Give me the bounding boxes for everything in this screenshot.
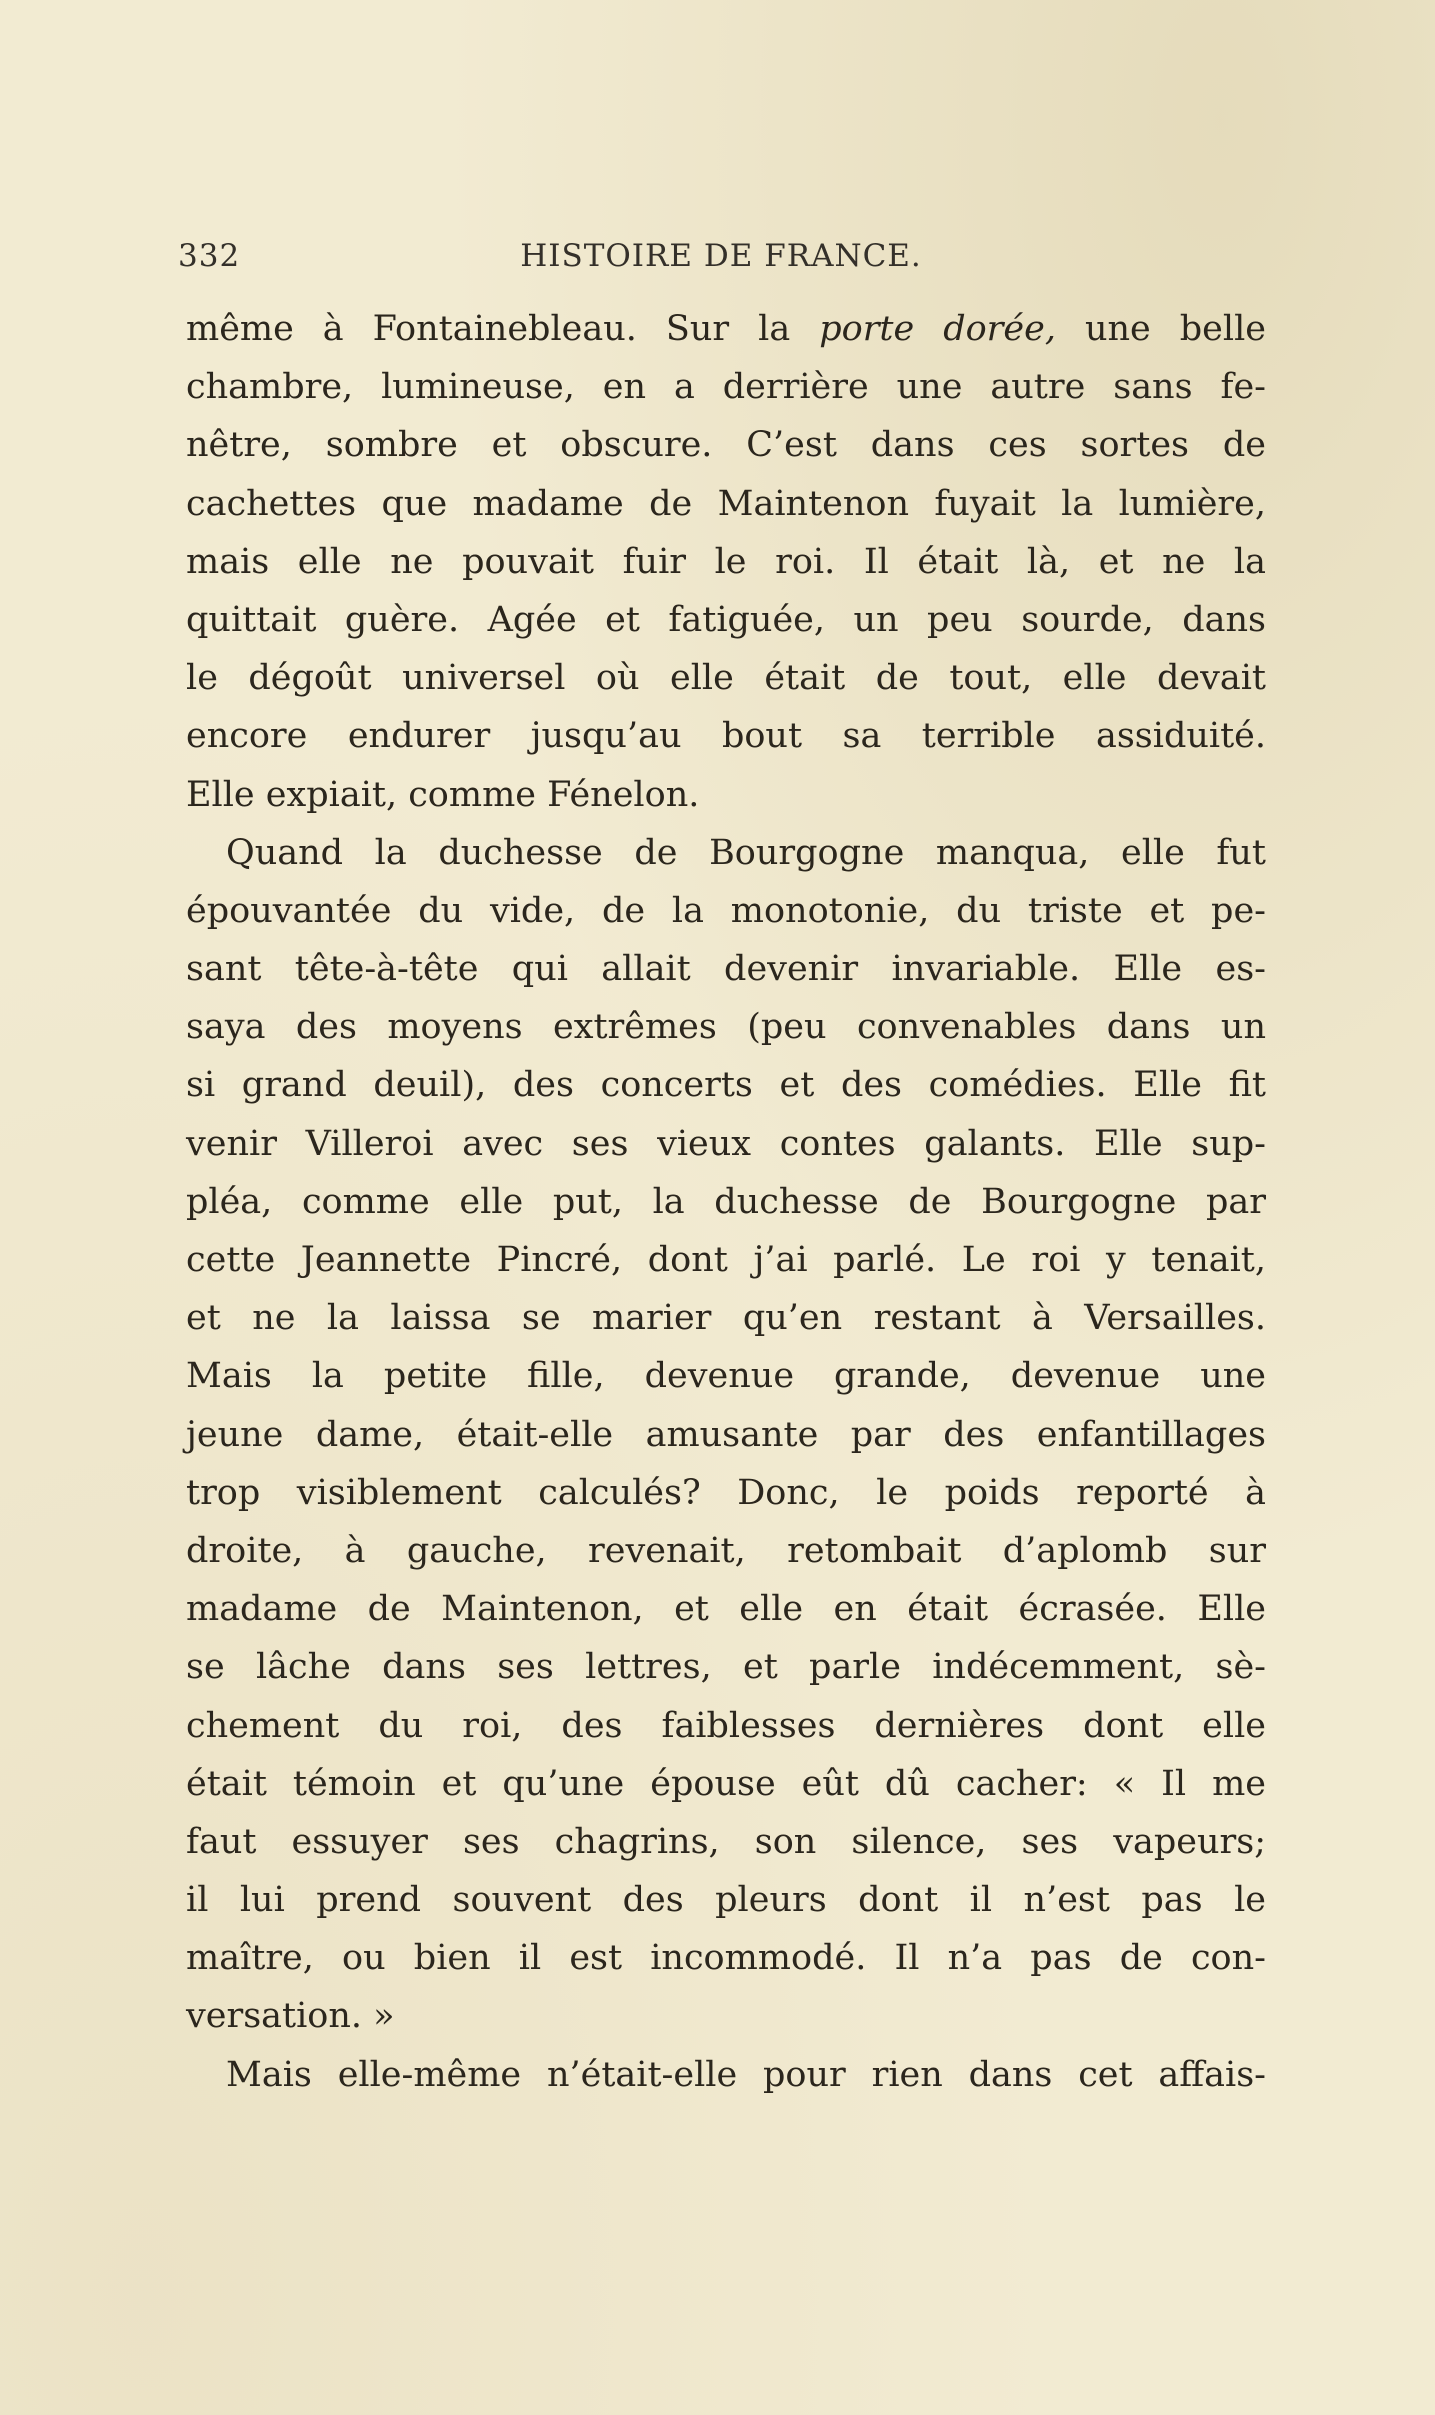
text-line: le dégoût universel où elle était de tout, elle devait: [186, 658, 1266, 699]
text-line: et ne la laissa se marier qu’en restant à Versailles.: [186, 1298, 1266, 1339]
text-line: maître, ou bien il est incommodé. Il n’a pas de con-: [186, 1938, 1266, 1979]
text-line: se lâche dans ses lettres, et parle indécemment, sè-: [186, 1647, 1266, 1688]
running-title: HISTOIRE DE FRANCE.: [520, 238, 922, 274]
page-number: 332: [178, 238, 241, 274]
text-line: nêtre, sombre et obscure. C’est dans ces sortes de: [186, 425, 1266, 466]
text-line: versation. »: [186, 1996, 395, 2037]
body-text: [186, 300, 1266, 2104]
text-line: était témoin et qu’une épouse eût dû cacher: « Il me: [186, 1763, 1266, 1804]
text-segment: une belle: [1055, 309, 1266, 349]
text-line: Mais la petite fille, devenue grande, devenue une: [186, 1356, 1266, 1397]
text-line: cette Jeannette Pincré, dont j’ai parlé. Le roi y tenait,: [186, 1240, 1266, 1280]
text-line: encore endurer jusqu’au bout sa terrible assiduité.: [186, 716, 1266, 757]
text-line: chambre, lumineuse, en a derrière une autre sans fe-: [186, 367, 1266, 408]
text-line: il lui prend souvent des pleurs dont il n’est pas le: [186, 1880, 1266, 1921]
text-line: droite, à gauche, revenait, retombait d’aplomb sur: [186, 1530, 1266, 1571]
text-line: venir Villeroi avec ses vieux contes galants. Elle sup-: [186, 1123, 1266, 1164]
text-line: quittait guère. Agée et fatiguée, un peu sourde, dans: [186, 599, 1266, 640]
text-line: mais elle ne pouvait fuir le roi. Il était là, et ne la: [186, 541, 1266, 582]
text-line: si grand deuil), des concerts et des comédies. Elle fit: [186, 1065, 1266, 1106]
text-line: épouvantée du vide, de la monotonie, du triste et pe-: [186, 890, 1266, 931]
text-line: pléa, comme elle put, la duchesse de Bourgogne par: [186, 1181, 1266, 1222]
text-segment: même à Fontainebleau. Sur la: [186, 309, 820, 349]
text-line: madame de Maintenon, et elle en était écrasée. Elle: [186, 1589, 1266, 1630]
text-line: chement du roi, des faiblesses dernières dont elle: [186, 1705, 1266, 1746]
paragraph-first-line: Quand la duchesse de Bourgogne manqua, elle fut: [226, 832, 1266, 873]
page-header: [178, 238, 1264, 278]
text-line: saya des moyens extrêmes (peu convenables dans un: [186, 1007, 1266, 1048]
text-line: faut essuyer ses chagrins, son silence, ses vapeurs;: [186, 1821, 1266, 1862]
text-line: Elle expiait, comme Fénelon.: [186, 774, 700, 815]
text-line: cachettes que madame de Maintenon fuyait la lumière,: [186, 483, 1266, 524]
text-line: [186, 300, 1266, 358]
paragraph-first-line: Mais elle-même n’était-elle pour rien dans cet affais-: [226, 2054, 1266, 2095]
text-line: sant tête-à-tête qui allait devenir invariable. Elle es-: [186, 949, 1266, 990]
emphasized-phrase: porte dorée,: [819, 309, 1056, 349]
text-line: jeune dame, était-elle amusante par des enfantillages: [186, 1414, 1266, 1455]
text-line: trop visiblement calculés? Donc, le poids reporté à: [186, 1472, 1266, 1513]
